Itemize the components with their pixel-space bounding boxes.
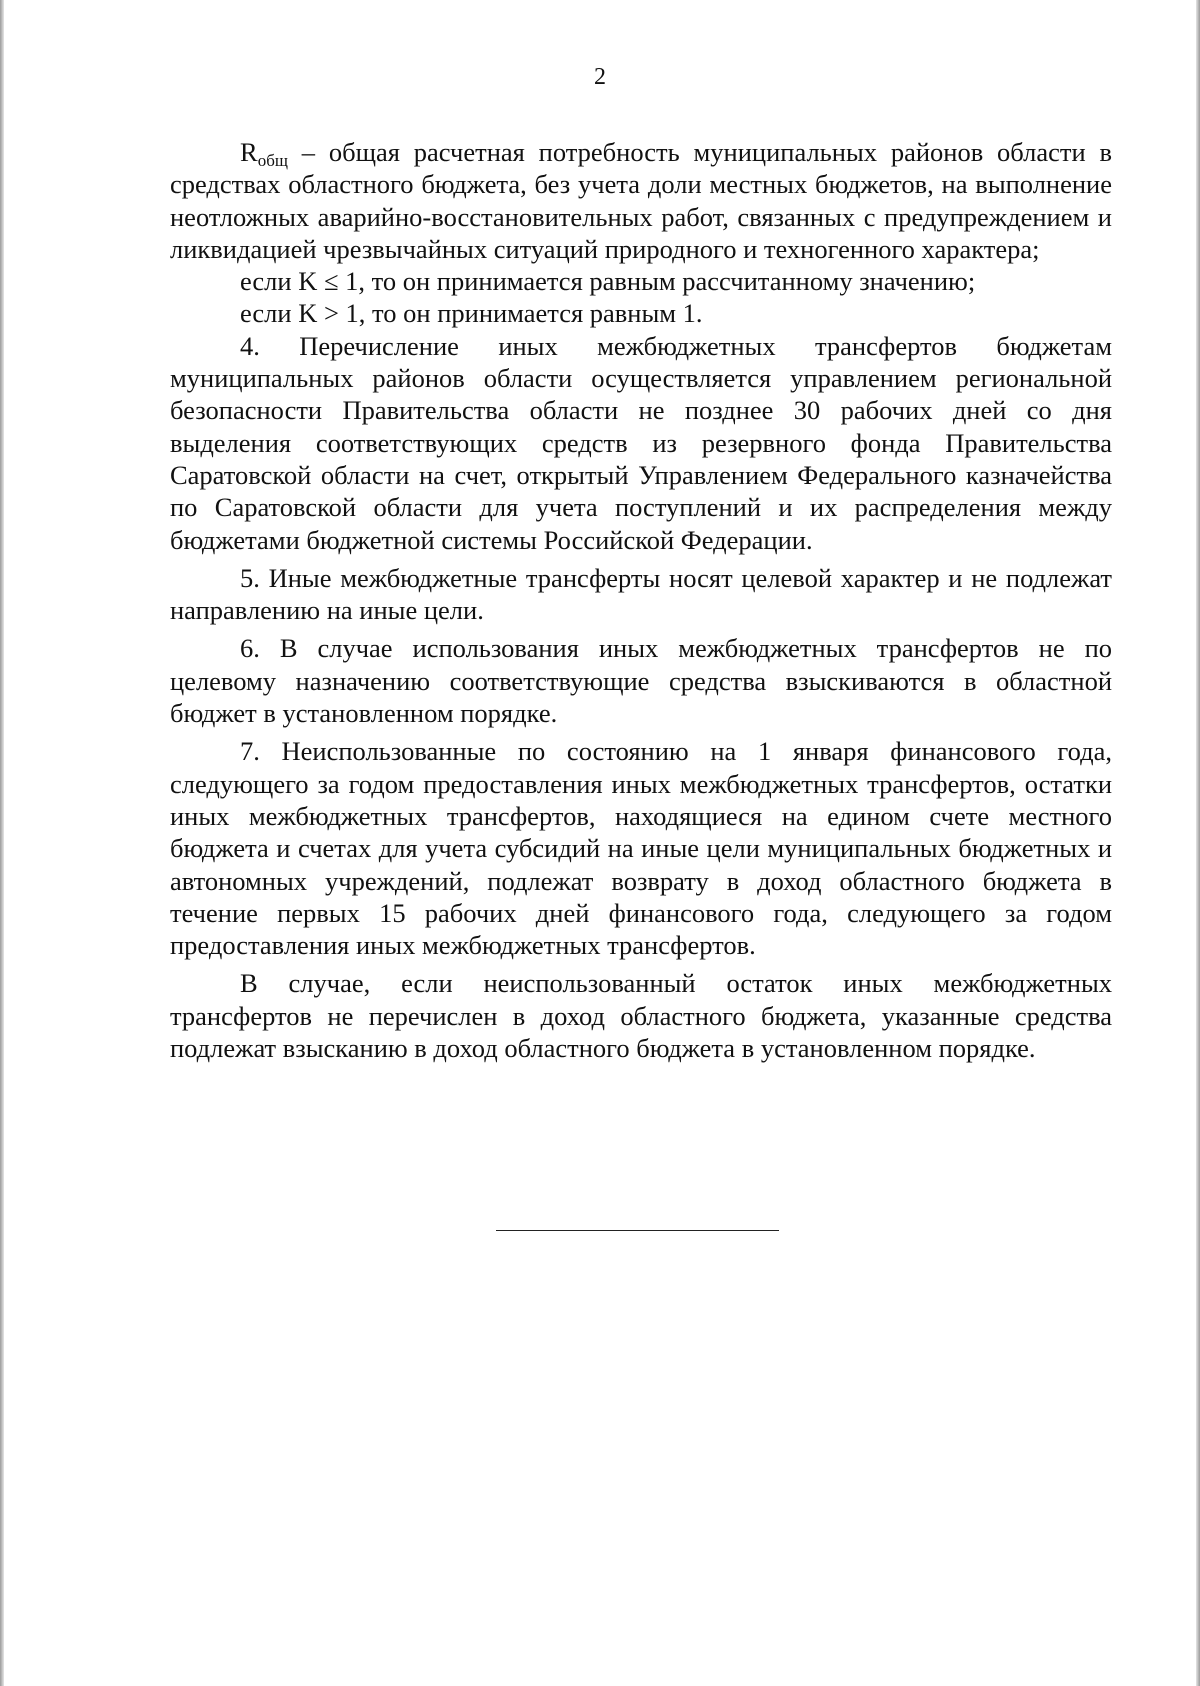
r-subscript: общ [257,151,288,170]
paragraph-r-definition [170,136,1112,265]
end-of-document-rule [496,1230,779,1231]
paragraph-8: В случае, если неиспользованный остаток иных межбюджетных трансфертов не перечислен в доход областного бюджета, указанные средства подлежат взысканию в доход областного бюджета в установленном порядке. [170,968,1112,1064]
paragraph-5: 5. Иные межбюджетные трансферты носят целевой характер и не подлежат направлению на иные цели. [170,562,1112,626]
page-number: 2 [594,64,606,90]
scan-edge-left [0,0,4,1686]
r-definition-text: – общая расчетная потребность муниципальных районов области в средствах областного бюджета, без учета доли местных бюджетов, на выполнение неотложных аварийно-восстановительных работ, связанных с предупреждением и ликвидацией чрезвычайных ситуаций природного и техногенного характера; [170,137,1112,264]
paragraph-6: 6. В случае использования иных межбюджетных трансфертов не по целевому назначению соответствующие средства взыскиваются в областной бюджет в установленном порядке. [170,633,1112,729]
r-symbol: R [240,137,258,167]
paragraph-7: 7. Неиспользованные по состоянию на 1 января финансового года, следующего за годом предоставления иных межбюджетных трансфертов, остатки иных межбюджетных трансфертов, находящиеся на едином счете местного бюджета и счетах для учета субсидий на иные цели муниципальных бюджетных и автономных учреждений, подлежат возврату в доход областного бюджета в течение первых 15 рабочих дней финансового года, следующего за годом предоставления иных межбюджетных трансфертов. [170,736,1112,961]
paragraph-k-less-or-equal: если K ≤ 1, то он принимается равным рассчитанному значению; [240,266,976,297]
document-body [170,136,1112,1064]
paragraph-k-greater: если K > 1, то он принимается равным 1. [240,298,703,329]
scan-edge-right [1196,0,1200,1686]
paragraph-4: 4. Перечисление иных межбюджетных трансфертов бюджетам муниципальных районов области осуществляется управлением региональной безопасности Правительства области не позднее 30 рабочих дней со дня выделения соответствующих средств из резервного фонда Правительства Саратовской области на счет, открытый Управлением Федерального казначейства по Саратовской области для учета поступлений и их распределения между бюджетами бюджетной системы Российской Федерации. [170,330,1112,555]
